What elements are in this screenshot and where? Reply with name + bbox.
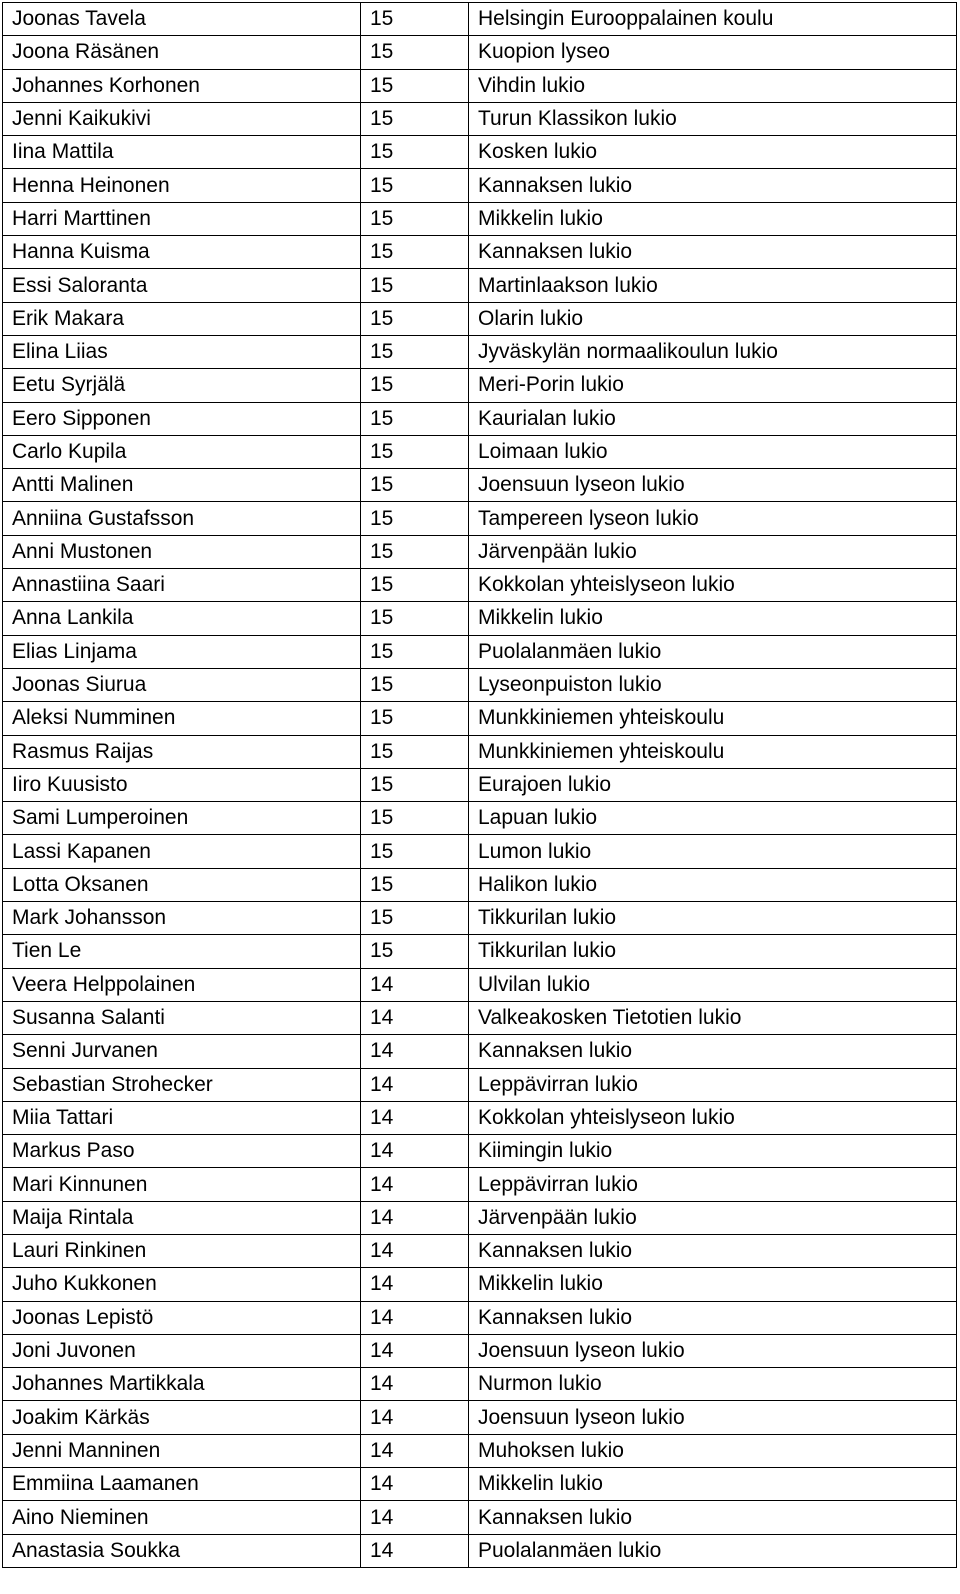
points-cell: 15 [361,435,469,468]
table-row [3,702,957,735]
table-row [3,202,957,235]
points-cell: 14 [361,1434,469,1467]
points-cell: 14 [361,1534,469,1567]
points-cell: 15 [361,702,469,735]
school-name-cell: Kannaksen lukio [469,1301,957,1334]
school-name-cell: Loimaan lukio [469,435,957,468]
table-row [3,1468,957,1501]
school-name-cell: Leppävirran lukio [469,1068,957,1101]
student-name-cell: Aleksi Numminen [3,702,361,735]
points-cell: 15 [361,202,469,235]
table-row [3,1368,957,1401]
student-name-cell: Harri Marttinen [3,202,361,235]
school-name-cell: Joensuun lyseon lukio [469,469,957,502]
school-name-cell: Puolalanmäen lukio [469,1534,957,1567]
student-name-cell: Johannes Korhonen [3,69,361,102]
points-cell: 15 [361,635,469,668]
table-row [3,1534,957,1567]
school-name-cell: Olarin lukio [469,302,957,335]
points-cell: 14 [361,968,469,1001]
student-name-cell: Jenni Kaikukivi [3,102,361,135]
table-row [3,602,957,635]
table-row [3,469,957,502]
student-name-cell: Anna Lankila [3,602,361,635]
points-cell: 14 [361,1368,469,1401]
table-row [3,3,957,36]
points-cell: 14 [361,1001,469,1034]
points-cell: 15 [361,269,469,302]
table-row [3,69,957,102]
table-row [3,1501,957,1534]
student-name-cell: Joonas Lepistö [3,1301,361,1334]
table-row [3,1068,957,1101]
table-row [3,1168,957,1201]
student-name-cell: Iiro Kuusisto [3,768,361,801]
points-cell: 15 [361,335,469,368]
table-row [3,435,957,468]
table-row [3,1268,957,1301]
points-cell: 15 [361,502,469,535]
school-name-cell: Kannaksen lukio [469,169,957,202]
school-name-cell: Helsingin Eurooppalainen koulu [469,3,957,36]
student-name-cell: Eetu Syrjälä [3,369,361,402]
points-cell: 15 [361,69,469,102]
table-row [3,1101,957,1134]
table-row [3,735,957,768]
student-name-cell: Anni Mustonen [3,535,361,568]
points-cell: 15 [361,735,469,768]
student-name-cell: Senni Jurvanen [3,1035,361,1068]
student-name-cell: Antti Malinen [3,469,361,502]
student-name-cell: Johannes Martikkala [3,1368,361,1401]
student-name-cell: Carlo Kupila [3,435,361,468]
points-cell: 15 [361,802,469,835]
school-name-cell: Kannaksen lukio [469,1035,957,1068]
student-name-cell: Sami Lumperoinen [3,802,361,835]
student-name-cell: Henna Heinonen [3,169,361,202]
school-name-cell: Munkkiniemen yhteiskoulu [469,702,957,735]
student-name-cell: Lassi Kapanen [3,835,361,868]
school-name-cell: Martinlaakson lukio [469,269,957,302]
student-name-cell: Tien Le [3,935,361,968]
points-cell: 15 [361,902,469,935]
points-cell: 15 [361,935,469,968]
points-cell: 15 [361,469,469,502]
table-row [3,902,957,935]
points-cell: 15 [361,3,469,36]
table-row [3,835,957,868]
table-row [3,802,957,835]
table-row [3,236,957,269]
school-name-cell: Jyväskylän normaalikoulun lukio [469,335,957,368]
points-cell: 14 [361,1201,469,1234]
school-name-cell: Joensuun lyseon lukio [469,1401,957,1434]
student-name-cell: Joonas Siurua [3,668,361,701]
school-name-cell: Ulvilan lukio [469,968,957,1001]
student-name-cell: Maija Rintala [3,1201,361,1234]
table-row [3,1301,957,1334]
points-cell: 15 [361,569,469,602]
student-name-cell: Juho Kukkonen [3,1268,361,1301]
school-name-cell: Tikkurilan lukio [469,935,957,968]
results-table [2,2,957,1568]
points-cell: 15 [361,868,469,901]
points-cell: 15 [361,402,469,435]
school-name-cell: Meri-Porin lukio [469,369,957,402]
points-cell: 15 [361,768,469,801]
table-row [3,635,957,668]
points-cell: 14 [361,1401,469,1434]
table-row [3,136,957,169]
student-name-cell: Elias Linjama [3,635,361,668]
points-cell: 14 [361,1234,469,1267]
points-cell: 14 [361,1135,469,1168]
student-name-cell: Essi Saloranta [3,269,361,302]
school-name-cell: Lumon lukio [469,835,957,868]
table-row [3,1001,957,1034]
school-name-cell: Kannaksen lukio [469,1501,957,1534]
table-row [3,169,957,202]
student-name-cell: Eero Sipponen [3,402,361,435]
student-name-cell: Joakim Kärkäs [3,1401,361,1434]
table-row [3,1201,957,1234]
points-cell: 15 [361,302,469,335]
school-name-cell: Lapuan lukio [469,802,957,835]
points-cell: 15 [361,668,469,701]
school-name-cell: Nurmon lukio [469,1368,957,1401]
points-cell: 14 [361,1468,469,1501]
table-row [3,1035,957,1068]
table-row [3,768,957,801]
table-row [3,868,957,901]
school-name-cell: Mikkelin lukio [469,1468,957,1501]
points-cell: 14 [361,1101,469,1134]
school-name-cell: Kaurialan lukio [469,402,957,435]
student-name-cell: Rasmus Raijas [3,735,361,768]
table-row [3,269,957,302]
table-row [3,402,957,435]
school-name-cell: Tampereen lyseon lukio [469,502,957,535]
school-name-cell: Mikkelin lukio [469,202,957,235]
student-name-cell: Joonas Tavela [3,3,361,36]
results-table-body [3,3,957,1568]
student-name-cell: Sebastian Strohecker [3,1068,361,1101]
school-name-cell: Kannaksen lukio [469,236,957,269]
points-cell: 15 [361,36,469,69]
table-row [3,935,957,968]
school-name-cell: Halikon lukio [469,868,957,901]
school-name-cell: Munkkiniemen yhteiskoulu [469,735,957,768]
table-row [3,668,957,701]
student-name-cell: Iina Mattila [3,136,361,169]
table-row [3,302,957,335]
table-row [3,502,957,535]
table-row [3,36,957,69]
student-name-cell: Joni Juvonen [3,1334,361,1367]
points-cell: 14 [361,1168,469,1201]
points-cell: 15 [361,535,469,568]
student-name-cell: Anastasia Soukka [3,1534,361,1567]
school-name-cell: Tikkurilan lukio [469,902,957,935]
school-name-cell: Kosken lukio [469,136,957,169]
table-row [3,1434,957,1467]
points-cell: 14 [361,1268,469,1301]
school-name-cell: Kannaksen lukio [469,1234,957,1267]
points-cell: 14 [361,1501,469,1534]
table-row [3,569,957,602]
school-name-cell: Vihdin lukio [469,69,957,102]
student-name-cell: Jenni Manninen [3,1434,361,1467]
student-name-cell: Annastiina Saari [3,569,361,602]
points-cell: 14 [361,1301,469,1334]
student-name-cell: Emmiina Laamanen [3,1468,361,1501]
student-name-cell: Elina Liias [3,335,361,368]
student-name-cell: Lotta Oksanen [3,868,361,901]
table-row [3,535,957,568]
school-name-cell: Järvenpään lukio [469,1201,957,1234]
student-name-cell: Mark Johansson [3,902,361,935]
points-cell: 14 [361,1334,469,1367]
table-row [3,102,957,135]
table-row [3,369,957,402]
table-row [3,1135,957,1168]
points-cell: 15 [361,236,469,269]
points-cell: 15 [361,102,469,135]
school-name-cell: Mikkelin lukio [469,1268,957,1301]
school-name-cell: Kuopion lyseo [469,36,957,69]
student-name-cell: Susanna Salanti [3,1001,361,1034]
points-cell: 14 [361,1068,469,1101]
school-name-cell: Lyseonpuiston lukio [469,668,957,701]
student-name-cell: Markus Paso [3,1135,361,1168]
school-name-cell: Kokkolan yhteislyseon lukio [469,569,957,602]
school-name-cell: Mikkelin lukio [469,602,957,635]
table-row [3,1401,957,1434]
school-name-cell: Muhoksen lukio [469,1434,957,1467]
student-name-cell: Veera Helppolainen [3,968,361,1001]
student-name-cell: Erik Makara [3,302,361,335]
points-cell: 15 [361,169,469,202]
school-name-cell: Kiimingin lukio [469,1135,957,1168]
points-cell: 15 [361,602,469,635]
table-row [3,968,957,1001]
table-row [3,1234,957,1267]
student-name-cell: Aino Nieminen [3,1501,361,1534]
student-name-cell: Hanna Kuisma [3,236,361,269]
student-name-cell: Lauri Rinkinen [3,1234,361,1267]
table-row [3,335,957,368]
school-name-cell: Eurajoen lukio [469,768,957,801]
school-name-cell: Järvenpään lukio [469,535,957,568]
points-cell: 14 [361,1035,469,1068]
table-row [3,1334,957,1367]
results-sheet [2,2,956,1568]
school-name-cell: Joensuun lyseon lukio [469,1334,957,1367]
student-name-cell: Miia Tattari [3,1101,361,1134]
student-name-cell: Mari Kinnunen [3,1168,361,1201]
school-name-cell: Leppävirran lukio [469,1168,957,1201]
points-cell: 15 [361,369,469,402]
points-cell: 15 [361,136,469,169]
school-name-cell: Valkeakosken Tietotien lukio [469,1001,957,1034]
school-name-cell: Puolalanmäen lukio [469,635,957,668]
points-cell: 15 [361,835,469,868]
student-name-cell: Anniina Gustafsson [3,502,361,535]
school-name-cell: Kokkolan yhteislyseon lukio [469,1101,957,1134]
school-name-cell: Turun Klassikon lukio [469,102,957,135]
student-name-cell: Joona Räsänen [3,36,361,69]
